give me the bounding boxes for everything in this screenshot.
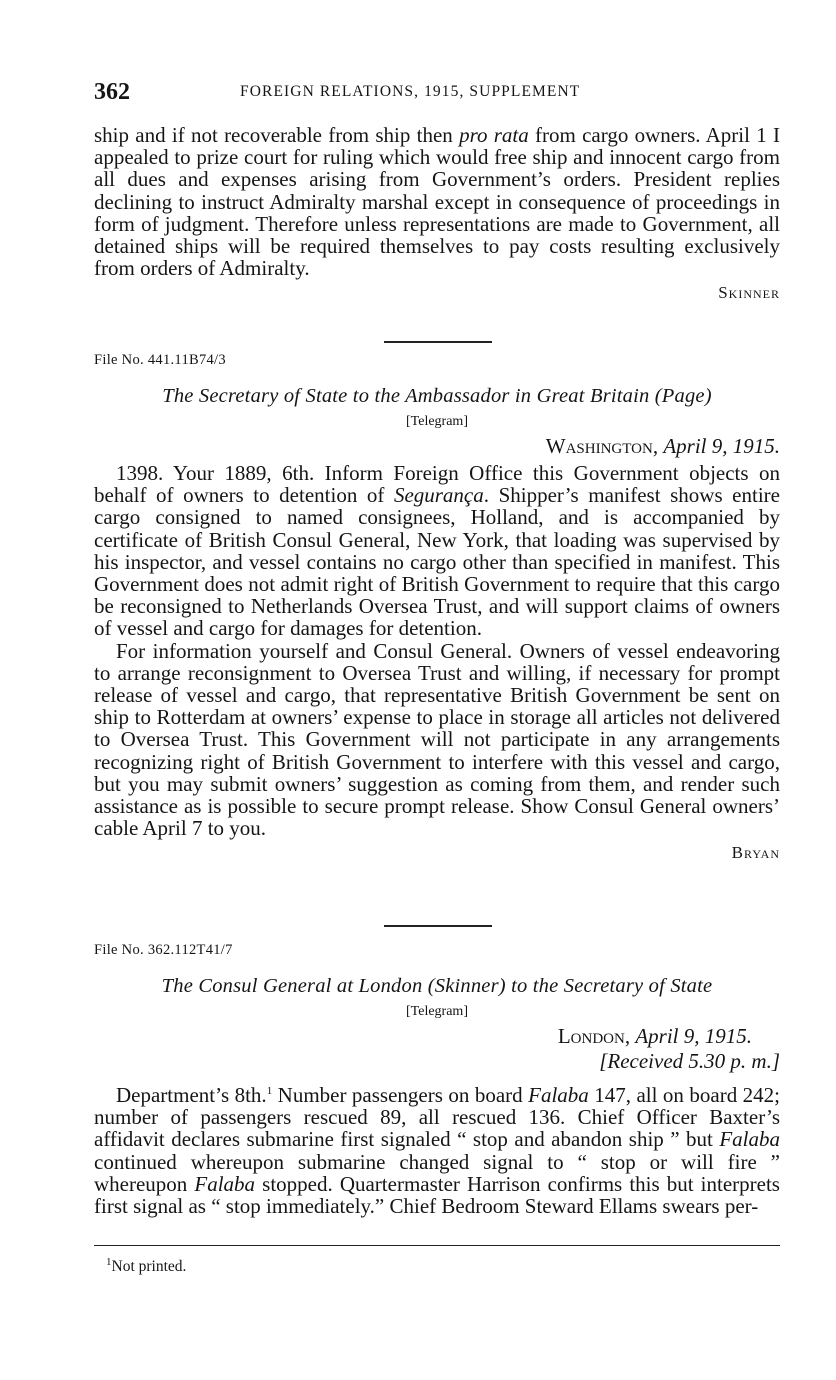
file-number: File No. 441.11B74/3 [94, 352, 226, 368]
file-number: File No. 362.112T41/7 [94, 942, 233, 958]
signature-skinner: Skinner [718, 283, 780, 303]
telegram-secretary-to-ambassador [94, 352, 780, 863]
running-head: FOREIGN RELATIONS, 1915, SUPPLEMENT [240, 83, 581, 100]
dateline [94, 1024, 780, 1049]
body-paragraph [94, 1084, 780, 1217]
received-note: [Received 5.30 p. m.] [599, 1049, 780, 1073]
page-number: 362 [94, 79, 130, 105]
body-paragraph-2: For information yourself and Consul General. Owners of vessel endeavoring to arrange reconsignment to Oversea Trust and willing, if necessary for prompt release of vessel and cargo, that representative British Government be sent on ship to Rotterdam at owners’ expense to place in storage all articles not delivered to Oversea Trust. This Government will not participate in any arrangements recognizing right of British Government to interfere with this vessel and cargo, but you may submit owners’ suggestion as coming from them, and render such assistance as is possible to secure prompt release. Show Consul General owners’ cable April 7 to you. [94, 638, 780, 841]
footnote-reference: 1 [266, 1085, 273, 1097]
telegram-label: [Telegram] [406, 1004, 468, 1019]
document-heading: The Consul General at London (Skinner) to the Secretary of State [161, 975, 713, 997]
section-divider [384, 341, 492, 343]
paragraph-body: Number passengers on board Falaba 147, all on board 242; number of passengers rescued 89, all rescued 136. Chief Officer Baxter’s affidavit declares submarine first signaled “ stop and abandon ship ” but Falaba continued whereupon submarine changed signal to “ stop or will fire ” whereupon Falaba stopped. Quartermaster Harrison confirms this but interprets first signal as “ stop immediately.” Chief Bedroom Steward Ellams swears per- [94, 1083, 781, 1219]
footnote [106, 1255, 792, 1276]
section-divider [384, 925, 492, 927]
document-page [94, 0, 780, 1380]
continuation-paragraph: ship and if not recoverable from ship then pro rata from cargo owners. April 1 I appealed to prize court for ruling which would free ship and innocent cargo from all dues and expenses arising from Government’s orders. President replies declining to instruct Admiralty marshal except in consequence of proceedings in form of judgment. Therefore unless representations are made to Government, all detained ships will be required themselves to pay costs resulting exclusively from orders of Admiralty. [94, 123, 780, 281]
telegram-label: [Telegram] [406, 414, 468, 429]
footnote-mark: 1 [106, 1255, 112, 1268]
document-heading: The Secretary of State to the Ambassador in Great Britain (Page) [162, 385, 712, 407]
dateline [94, 434, 780, 459]
telegram-consul-general-to-secretary [94, 942, 780, 1217]
continuation-section [94, 124, 780, 303]
dateline-place: London, [557, 1024, 631, 1048]
footnote-rule [94, 1245, 780, 1246]
signature-bryan: Bryan [731, 843, 780, 863]
page-header [94, 75, 780, 109]
dateline-place: Washington, [545, 434, 659, 458]
dateline-date: April 9, 1915. [635, 1024, 752, 1048]
footnote-text: Not printed. [111, 1258, 187, 1275]
dateline-date: April 9, 1915. [663, 434, 780, 458]
body-paragraph-1: 1398. Your 1889, 6th. Inform Foreign Office this Government objects on behalf of owners to detention of Segurança. Shipper’s manifest shows entire cargo consigned to named consignees, Holland, and is accompanied by certificate of British Consul General, New York, that loading was supervised by his inspector, and vessel contains no cargo other than specified in manifest. This Government does not admit right of British Government to require that this cargo be reconsigned to Netherlands Oversea Trust, and will support claims of owners of vessel and cargo for damages for detention. [94, 461, 780, 641]
paragraph-opening: Department’s 8th. [116, 1083, 267, 1107]
